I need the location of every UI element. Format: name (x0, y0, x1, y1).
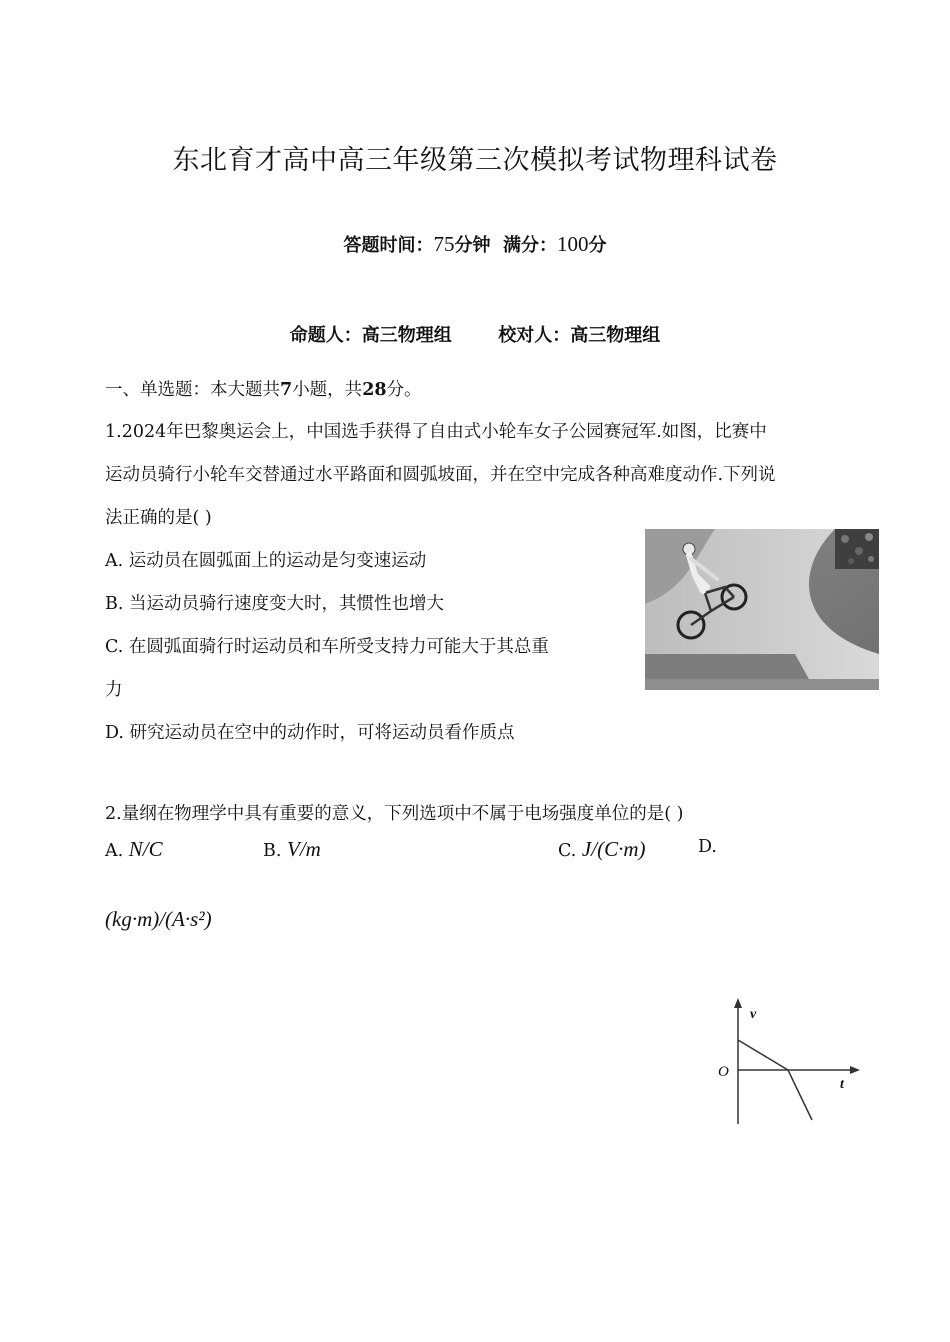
time-value: 75 (433, 232, 455, 256)
section-heading: 一、单选题：本大题共7小题，共28分。 (105, 380, 422, 400)
checker-value: 高三物理组 (570, 325, 661, 346)
v-axis-label: v (750, 1007, 757, 1022)
q1-option-a: A. 运动员在圆弧面上的运动是匀变速运动 (105, 551, 427, 571)
q2-option-d-label: D. (698, 837, 717, 857)
q1-option-b: B. 当运动员骑行速度变大时，其惯性也增大 (105, 594, 444, 614)
t-axis-label: t (840, 1077, 844, 1092)
velocity-curve (738, 1040, 812, 1120)
t-axis-arrow (850, 1066, 860, 1074)
exam-meta (0, 231, 950, 257)
score-unit: 分 (588, 235, 607, 256)
checker-label: 校对人： (498, 325, 571, 346)
q2-option-a-formula: N/C (128, 837, 163, 861)
q1-option-c-cont: 力 (105, 680, 123, 700)
q2-option-d-formula: (kg·m)/(A·s²) (105, 907, 212, 931)
q1-option-d: D. 研究运动员在空中的动作时，可将运动员看作质点 (105, 723, 515, 743)
author-value: 高三物理组 (361, 325, 452, 346)
score-label: 满分： (503, 235, 558, 256)
q1-stem-line-1: 1.2024年巴黎奥运会上，中国选手获得了自由式小轮车女子公园赛冠军.如图，比赛中 (105, 422, 767, 442)
q2-stem: 2.量纲在物理学中具有重要的意义，下列选项中不属于电场强度单位的是( ) (105, 804, 684, 824)
q2-option-b: B. V/m (263, 837, 321, 861)
question-count: 7 (280, 380, 293, 400)
q1-stem-line-3: 法正确的是( ) (105, 508, 212, 528)
origin-label: O (718, 1064, 729, 1080)
q1-option-c: C. 在圆弧面骑行时运动员和车所受支持力可能大于其总重 (105, 637, 549, 657)
total-points: 28 (362, 380, 387, 400)
page-title: 东北育才高中高三年级第三次模拟考试物理科试卷 (172, 145, 778, 176)
exam-authors (0, 321, 950, 347)
q2-option-c: C. J/(C·m) (558, 837, 646, 861)
v-axis-arrow (734, 998, 742, 1008)
velocity-time-graph (712, 996, 862, 1126)
q2-option-c-formula: J/(C·m) (581, 837, 646, 861)
time-unit: 分钟 (454, 235, 491, 256)
author-label: 命题人： (289, 325, 362, 346)
q2-option-b-formula: V/m (287, 837, 321, 861)
q1-stem-line-2: 运动员骑行小轮车交替通过水平路面和圆弧坡面，并在空中完成各种高难度动作.下列说 (105, 465, 776, 485)
time-label: 答题时间： (343, 235, 434, 256)
bmx-rider-photo (645, 529, 879, 690)
q2-option-a: A. N/C (105, 837, 163, 861)
score-value: 100 (557, 232, 589, 256)
